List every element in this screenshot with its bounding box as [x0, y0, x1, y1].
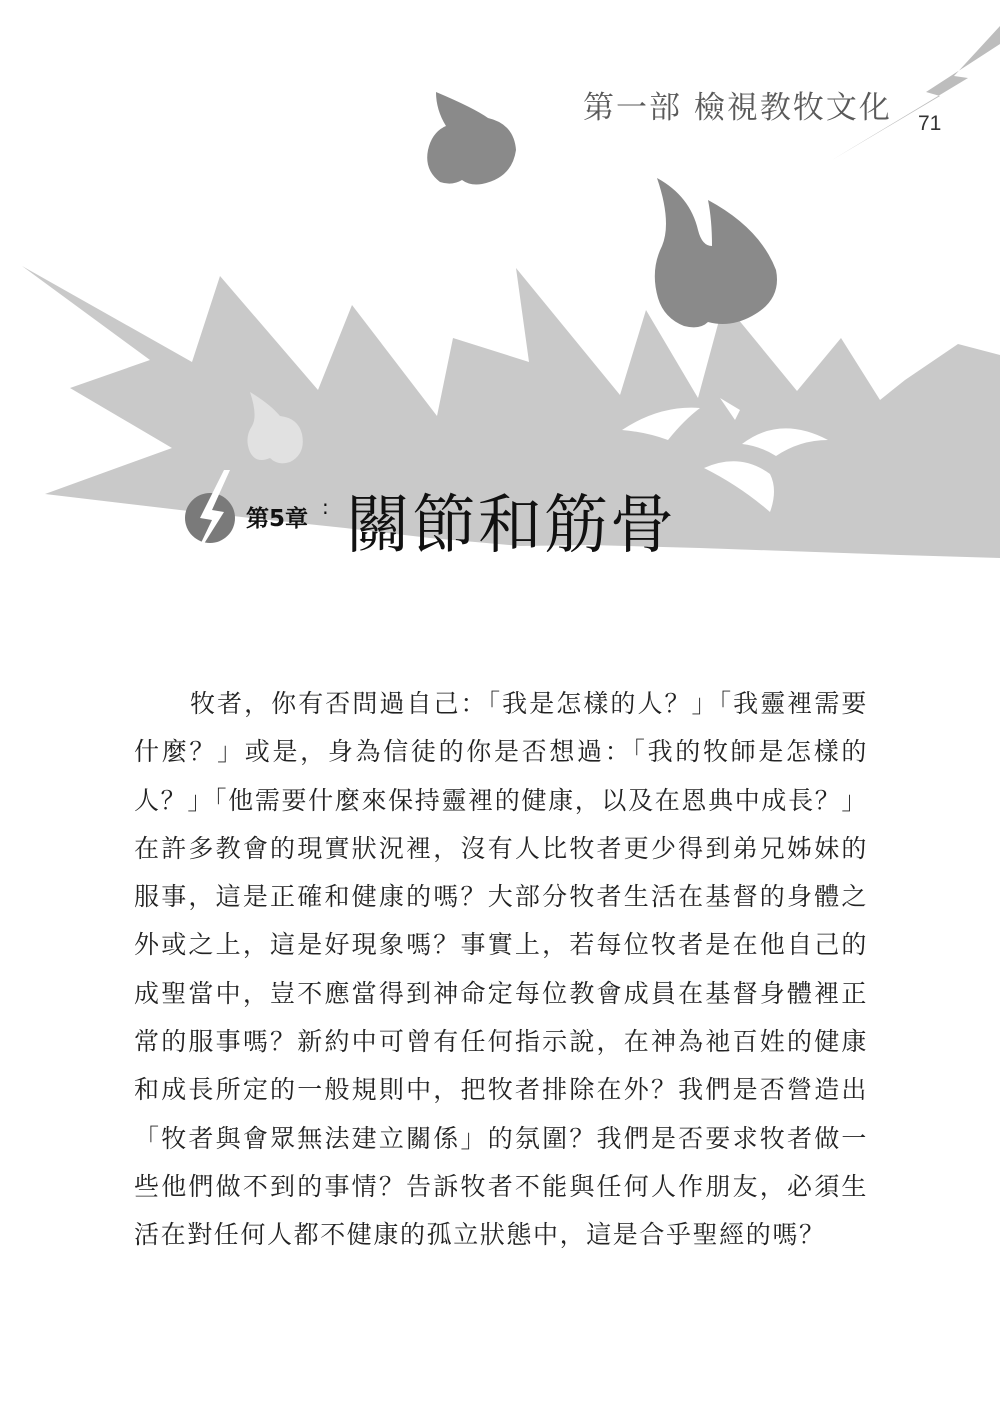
flame-icon — [655, 178, 777, 327]
chapter-title: 關節和筋骨 — [346, 489, 676, 563]
page-number: 71 — [918, 112, 942, 135]
chapter-colon: : — [322, 495, 329, 519]
flame-icon — [427, 92, 516, 185]
chapter-label: 第5章 — [246, 506, 309, 532]
body-paragraph: 牧者，你有否問過自己：「我是怎樣的人？」「我靈裡需要什麼？」或是，身為信徒的你是否想過：「我的牧師是怎樣的人？」「他需要什麼來保持靈裡的健康，以及在恩典中成長？」在許多教會的現實狀況裡，沒有人比牧者更少得到弟兄姊妹的服事，這是正確和健康的嗎？大部分牧者生活在基督的身體之外或之上，這是好現象嗎？事實上，若每位牧者是在他自己的成聖當中，豈不應當得到神命定每位教會成員在基督身體裡正常的服事嗎？新約中可曾有任何指示說，在神為祂百姓的健康和成長所定的一般規則中，把牧者排除在外？我們是否營造出「牧者與會眾無法建立關係」的氛圍？我們是否要求牧者做一些他們做不到的事情？告訴牧者不能與任何人作朋友，必須生活在對任何人都不健康的孤立狀態中，這是合乎聖經的嗎？ — [134, 689, 868, 1250]
part-title: 第一部 檢視教牧文化 — [583, 90, 892, 126]
